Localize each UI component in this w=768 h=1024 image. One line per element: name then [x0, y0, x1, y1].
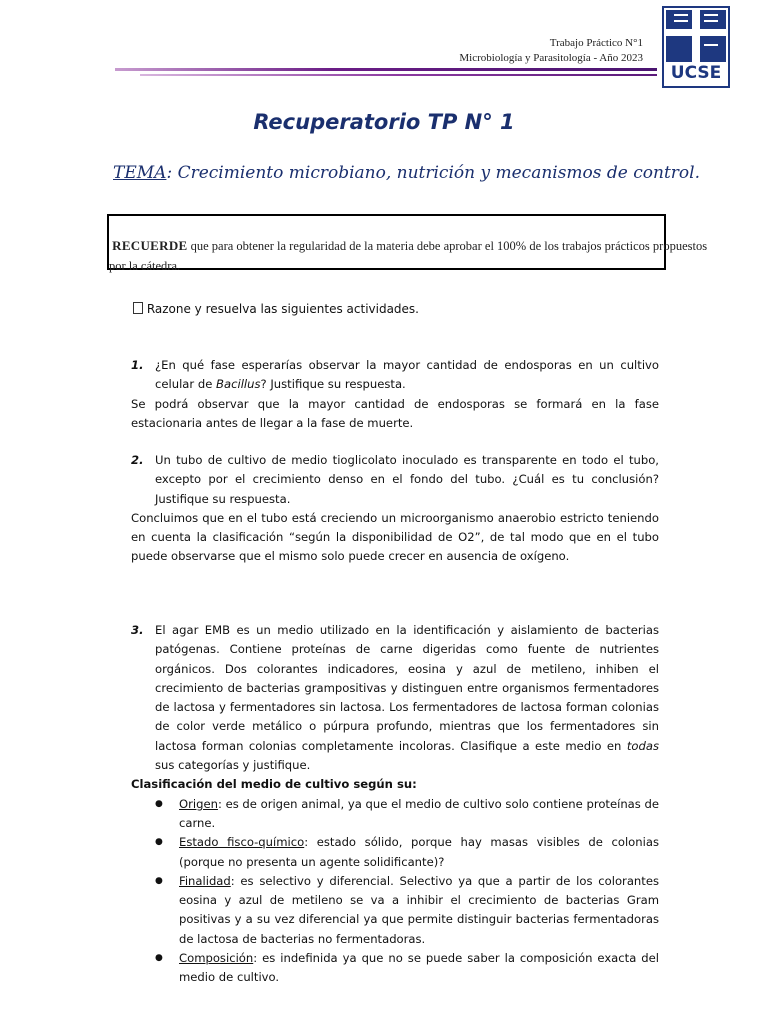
question-1: [131, 356, 659, 433]
question-1-prompt: [131, 356, 659, 395]
question-text: Un tubo de cultivo de medio tioglicolato inoculado es transparente en todo el tubo, excepto por el crecimiento denso en el fondo del tubo. ¿Cuál es tu conclusión? Justifique su respuesta.: [155, 453, 659, 506]
question-text: El agar EMB es un medio utilizado en la identificación y aislamiento de bacterias patógenas. Contiene proteínas de carne digeridas como fuente de nutrientes orgánicos. Dos colorantes indicadores, eosina y azul de metileno, inhiben el crecimiento de bacterias grampositivas y distinguen entre organismos fermentadores de lactosa y fermentadores sin lactosa. Los fermentadores de lactosa forman colonias de color verde metálico o púrpura profundo, mientras que los fermentadores sin lactosa forman colonias completamente incoloras. Clasifique a este medio en: [155, 623, 659, 753]
topic-label: TEMA: [113, 163, 167, 183]
instruction-text: Razone y resuelva las siguientes actividades.: [143, 302, 419, 316]
header-subject-line: Microbiología y Parasitología - Año 2023: [459, 52, 643, 64]
question-text: ? Justifique su respuesta.: [260, 377, 406, 392]
bullet-text: : es de origen animal, ya que el medio de cultivo solo contiene proteínas de carne.: [179, 796, 659, 830]
bullet-label: Estado fisco-químico: [179, 835, 305, 850]
question-1-answer: Se podrá observar que la mayor cantidad de endosporas se formará en la fase estacionaria antes de llegar a la fase de muerte.: [131, 396, 659, 430]
question-3: [131, 621, 659, 988]
question-2: [131, 451, 659, 567]
bullet-label: Finalidad: [179, 873, 231, 888]
checkbox-icon: [133, 302, 143, 314]
bullet-label: Composición: [179, 951, 254, 966]
header-course-line: Trabajo Práctico N°1: [549, 37, 643, 49]
bullet-text: : es indefinida ya que no se puede saber la composición exacta del medio de cultivo.: [179, 951, 659, 985]
question-2-answer: Concluimos que en el tubo está creciendo un microorganismo anaerobio estricto teniendo en cuenta la clasificación “según la disponibilidad de O2”, de tal modo que en el tubo puede observarse que el mismo solo puede crecer en ausencia de oxígeno.: [131, 510, 659, 564]
question-number: 2.: [131, 453, 144, 467]
instruction: [133, 302, 419, 316]
list-item: [131, 795, 659, 834]
question-number: 3.: [131, 623, 144, 637]
reminder-text: [109, 236, 709, 276]
ucse-logo: [662, 6, 730, 88]
reminder-box: [107, 214, 708, 273]
question-3-prompt: [131, 621, 659, 775]
header-divider-bottom: [140, 74, 657, 76]
header-divider-top: [115, 68, 657, 71]
bullet-text: : estado sólido, porque hay masas visibles de colonias (porque no presenta un agente solidificante)?: [179, 835, 659, 869]
bullet-text: : es selectivo y diferencial. Selectivo ya que a partir de los colorantes eosina y azul de metileno se va a inhibir el crecimiento de bacterias Gram positivas y a su vez diferencial ya que permite distinguir bacterias fermentadoras de lactosa de bacterias no fermentadoras.: [179, 873, 659, 946]
topic-text: : Crecimiento microbiano, nutrición y mecanismos de control.: [166, 163, 701, 183]
page-title: Recuperatorio TP N° 1: [253, 110, 515, 134]
reminder-keyword: RECUERDE: [112, 238, 188, 253]
logo-wordmark: UCSE: [670, 63, 722, 83]
list-item: [131, 949, 659, 988]
question-text: ¿En qué fase esperarías observar la mayor cantidad de endosporas en un cultivo celular de: [155, 358, 659, 392]
list-item: [131, 872, 659, 949]
question-italic: Bacillus: [216, 377, 261, 392]
question-2-prompt: [131, 451, 659, 509]
document-header: [459, 36, 643, 66]
classification-heading: Clasificación del medio de cultivo según su:: [131, 777, 417, 792]
bullet-label: Origen: [179, 796, 218, 811]
reminder-body: que para obtener la regularidad de la materia debe aprobar el 100% de los trabajos prácticos propuestos por la cátedra.: [109, 239, 708, 273]
topic-line: [113, 163, 700, 183]
question-italic: todas: [626, 738, 659, 753]
logo-emblem: [666, 10, 726, 62]
list-item: [131, 833, 659, 872]
classification-list: [131, 795, 659, 988]
question-number: 1.: [131, 358, 144, 372]
question-text: sus categorías y justifique.: [155, 758, 311, 773]
